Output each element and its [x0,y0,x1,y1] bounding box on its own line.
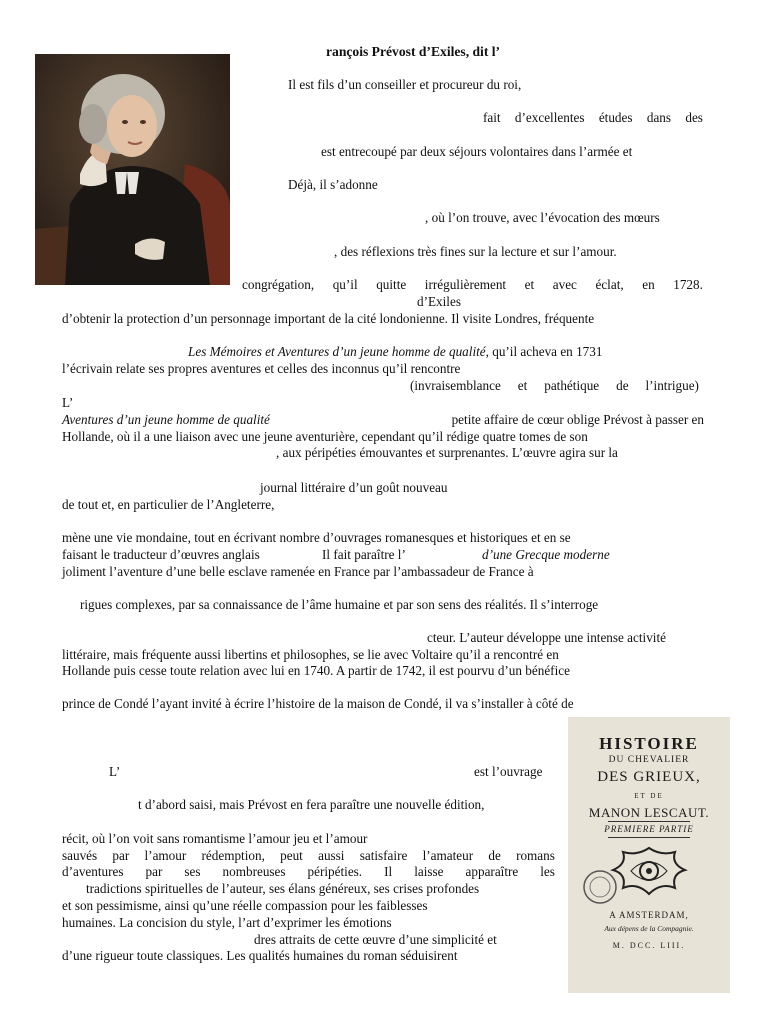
text-line: est l’ouvrage [474,764,543,779]
text-line: humaines. La concision du style, l’art d’exprimer les émotions [62,915,392,930]
book-title: d’une Grecque moderne [482,547,610,562]
cover-subtitle-line: ET DE [634,792,664,800]
text-line: rigues complexes, par sa connaissance de l’âme humaine et par son sens des réalités. Il s’interroge [80,597,599,612]
text-line: d’une rigueur toute classiques. Les qualités humaines du roman séduisirent [62,948,458,963]
text-line: de tout et, en particulier de l’Angleterre, [62,497,275,512]
portrait-image [35,54,230,285]
text-line: littéraire, mais fréquente aussi libertins et philosophes, se lie avec Voltaire qu’il a rencontré en [62,647,559,662]
text-line: t d’abord saisi, mais Prévost en fera paraître une nouvelle édition, [138,797,485,812]
text-line: Déjà, il s’adonne [288,177,378,192]
text-line: d’obtenir la protection d’un personnage important de la cité londonienne. Il visite Londres, fréquente [62,311,595,326]
text-line: joliment l’aventure d’une belle esclave ramenée en France par l’ambassadeur de France à [62,564,534,579]
text-line: d’Exiles [417,294,461,309]
text-line: sauvés par l’amour rédemption, peut aussi satisfaire l’amateur de romans [62,848,555,863]
cover-title-line: DES GRIEUX, [597,769,701,785]
text-line: Les Mémoires et Aventures d’un jeune homme de qualité, qu’il acheva en 1731 [188,344,603,359]
text-line: tradictions spirituelles de l’auteur, ses élans généreux, ses crises profondes [86,881,480,896]
text-line: Hollande puis cesse toute relation avec lui en 1740. A partir de 1742, il est pourvu d’un bénéfice [62,663,570,678]
library-stamp-icon [582,869,618,905]
cover-rule [608,821,690,822]
text-line: mène une vie mondaine, tout en écrivant nombre d’ouvrages romanesques et historiques et en se [62,530,571,545]
text-line: récit, où l’on voit sans romantisme l’amour jeu et l’amour [62,831,368,846]
book-title: Les Mémoires et Aventures d’un jeune homme de qualité [188,344,486,359]
text-line: , où l’on trouve, avec l’évocation des mœurs [425,210,660,225]
text-line: journal littéraire d’un goût nouveau [260,480,448,495]
text-line: , aux péripéties émouvantes et surprenantes. L’œuvre agira sur la [276,445,618,460]
text-line: prince de Condé l’ayant invité à écrire l’histoire de la maison de Condé, il va s’installer à côté de [62,696,574,711]
text-line: L’ [62,395,74,410]
text-line: L’ [109,764,121,779]
cover-title-line: HISTOIRE [599,734,699,753]
cover-date-line: M. DCC. LIII. [612,941,686,950]
text-line: Il est fils d’un conseiller et procureur du roi, [288,77,522,92]
book-title: Aventures d’un jeune homme de qualité [62,412,270,427]
cover-imprint-line: Aux dépens de la Compagnie. [604,924,694,933]
cover-part-line: PREMIERE PARTIE [604,824,694,834]
text-line: d’aventures par ses nombreuses péripéties. Il laisse apparaître les [62,864,555,879]
portrait-abbe-prevost-icon [35,54,230,285]
text-line: et son pessimisme, ainsi qu’une réelle compassion pour les faiblesses [62,898,428,913]
text-line: fait d’excellentes études dans des [483,110,703,125]
cover-subtitle-line: DU CHEVALIER [608,755,690,765]
text-line: Hollande, où il a une liaison avec une jeune aventurière, cependant qu’il rédige quatre tomes de son [62,429,588,444]
cover-title-line: MANON LESCAUT. [588,805,710,820]
book-cover-image [568,717,730,993]
page-title: rançois Prévost d’Exiles, dit l’ [326,44,501,59]
text-line: faisant le traducteur d’œuvres anglais [62,547,260,562]
cover-rule [608,837,690,838]
text-line: (invraisemblance et pathétique de l’intrigue) [410,378,699,393]
text-line: l’écrivain relate ses propres aventures et celles des inconnus qu’il rencontre [62,361,461,376]
text-line: dres attraits de cette œuvre d’une simplicité et [254,932,497,947]
text-line: Il fait paraître l’ [322,547,406,562]
text-line: cteur. L’auteur développe une intense activité [427,630,666,645]
text-line: congrégation, qu’il quitte irrégulièrement et avec éclat, en 1728. [242,277,703,292]
text-line: est entrecoupé par deux séjours volontaires dans l’armée et [321,144,633,159]
cover-imprint-line: A AMSTERDAM, [609,910,689,920]
text-line: , des réflexions très fines sur la lecture et sur l’amour. [334,244,617,259]
text-line: petite affaire de cœur oblige Prévost à passer en [451,412,704,427]
